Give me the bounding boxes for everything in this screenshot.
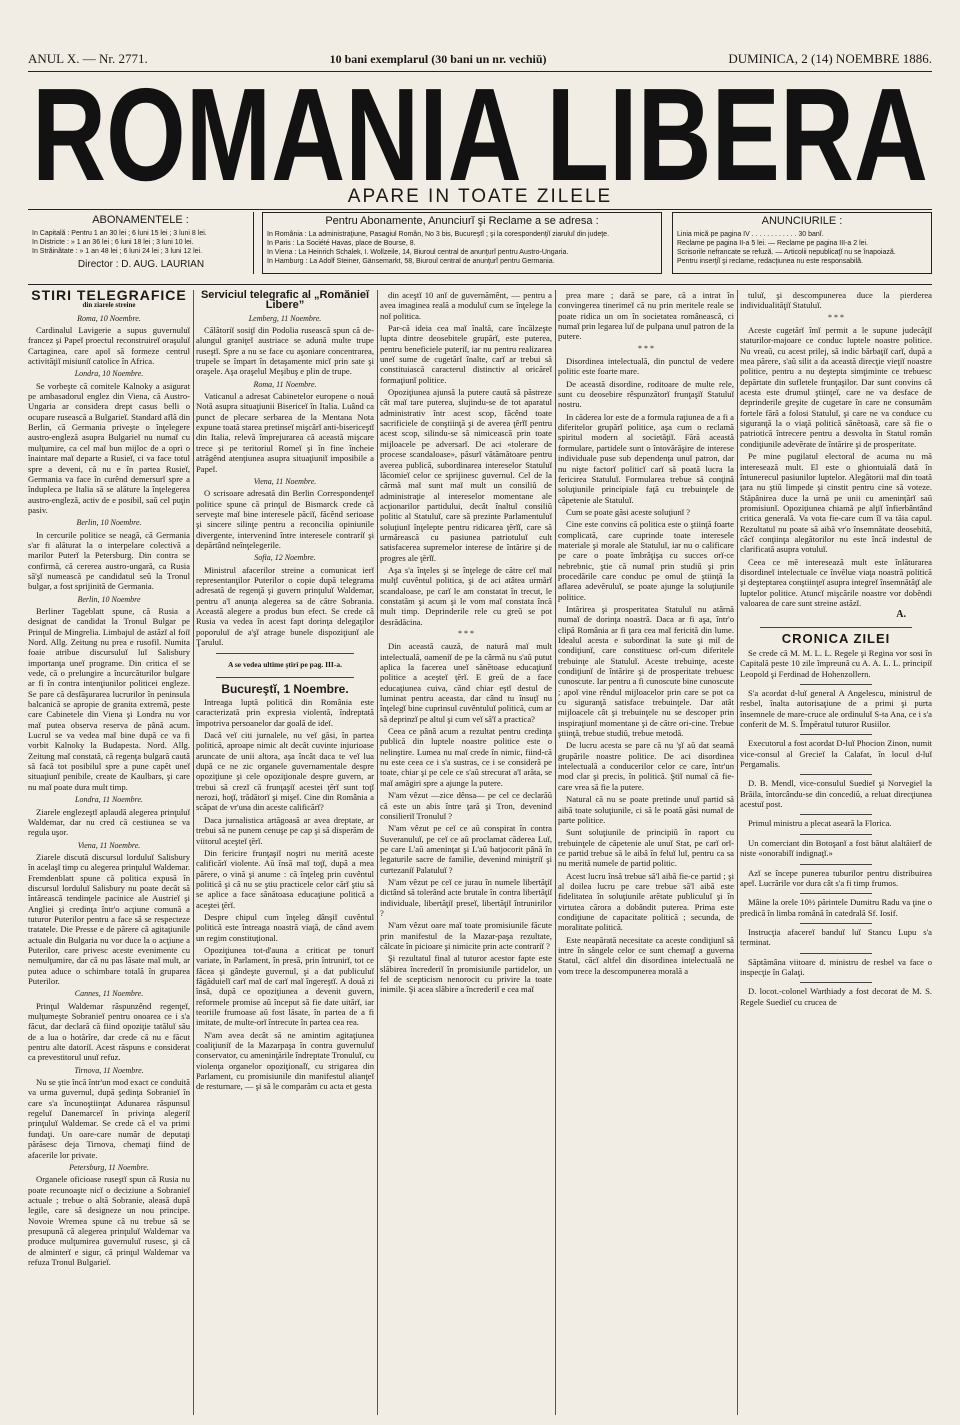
dateline: Londra, 11 Noembre. bbox=[75, 795, 143, 805]
paragraph: N'am vêzut oare maĭ toate promisiunile făcute prin manifestul de la Mazar-paşa rezultate, călcate în picioare şi nimicite prin acte contrariĭ ? bbox=[380, 920, 552, 951]
divider bbox=[800, 864, 872, 865]
editorial-heading: Bucureştĭ, 1 Noembre. bbox=[221, 681, 349, 696]
column-editorial-3 bbox=[558, 290, 734, 1420]
paragraph: Din această cauză, de natură maĭ mult intelectuală, oameniĭ de pe la cârmă nu s'aŭ putut aplica la facerea uneĭ sănĕtoase educaţiunĭ politice a aceşteĭ ţĕrĭ. E greŭ de a face educaţiunea cuiva, cănd chiar eştĭ destul de luminat pentru aceasta, dar când tu însuţĭ nu înţelegĭ bine cuprinsul cuvêntuluĭ politică, cum ar să deprinzĭ pe altul şi cum veĭ să'ĭ a practica? bbox=[380, 641, 552, 724]
signature: A. bbox=[896, 609, 906, 621]
dateline: Petersburg, 11 Noembre. bbox=[69, 1162, 149, 1172]
chronicle-item: Executorul a fost acordat D-luĭ Phocion Zinon, numit vice-consul al Grecieĭ la Calafat, în locul d-luĭ Pergamalis. bbox=[740, 738, 932, 770]
issue-date: DUMINICA, 2 (14) NOEMBRE 1886. bbox=[728, 51, 932, 66]
news-paragraph: Berliner Tageblatt spune, că Rusia a designat de candidat la Tronul Bulgar pe Prinţul de Mingrelia. Limbajul de astăzĭ al foiĭ Nord. Allg. Zeitung nu prea e rusofil. Numita foaie atribue discursuluĭ luĭ Salisbury importanţa uneĭ programe. Din critica eĭ se vede, că o prelungire a încurcăturilor bulgare ar fi în contra intenţiunilor politicei engleze. Se pare că desfăşurarea lucrurilor în peninsula balcanică se apropie de granita extremă, peste care Cabinetele din Viena şi Londra nu vor maĭ putea observa reserva de până acum. Lucrul se va vedea maĭ bine după ce va fi vorbit Kalnoky la Budapesta. Nord. Allg. Zeitung maĭ constată, că regenţa bulgară caută să facă tot posibilul spre a pune capĕt uneĭ situaţiunĭ penibile, create de Kaulbars, şi care nu maĭ poate dura mult timp. bbox=[28, 605, 190, 792]
paragraph: De această disordine, roditoare de multe rele, sunt cu deosebire rêspunzătorĭ frunţaşiĭ Statuluĭ nostru. bbox=[558, 378, 734, 410]
chronicle-item: Un comerciant din Botoşanĭ a fost bătut alaltăierĭ de niste «onorabilĭ indignaţĭ.» bbox=[740, 837, 932, 859]
dateline: Lemberg, 11 Noembre. bbox=[248, 313, 322, 323]
header-line bbox=[28, 48, 932, 70]
price-note: 10 bani exemplarul (30 bani un nr. vechiŭ) bbox=[329, 51, 547, 66]
column-editorial-4 bbox=[740, 290, 932, 1420]
divider bbox=[216, 653, 354, 654]
column-telegraph-news bbox=[28, 290, 190, 1420]
paragraph: Este neapărată necesitate ca aceste condiţiunĭ să intre în sângele celor ce sunt chemaţĭ a guverna Statul, căcĭ altfel din disordinea intelectuală ne vom trece la descompunerea morală a bbox=[558, 934, 734, 976]
chronicle-item: S'a acordat d-luĭ general A Angelescu, ministrul de resbel, înalta autorisaţiune de a primi şi purta însemnele de mare-cruce ale ordinuluĭ S-ta Ana, ce i s'a conferit de M. S. Împĕratul tuturor Rusiilor. bbox=[740, 688, 932, 730]
paragraph: Dacă veĭ citi jurnalele, nu veĭ găsi, în partea politică, aproape nimic alt decât cuvinte injurioase aruncate de unii altora, aşa încât daca te veĭ lua după ce ne zic organele guvernamentale despre opoziţiune şi cele opoziţionale despre guvern, ar trebui să crezĭ că frunţaşiĭ acestei ţĕrĭ sunt toţĭ nerozi, hoţĭ, trădătorĭ şi mişeĭ. Cine din România a scăpat de vr'una din aceste calificărĭ? bbox=[196, 730, 374, 813]
paragraph: Intărirea şi prosperitatea Statuluĭ nu atârnă numaĭ de dorinţa noastră. Daca ar fi aşa, într'o clipă România ar fi ţara cea maĭ fericită din lume. Idealul acesta e subordinat la sute şi miĭ de condiţiunĭ, care constituesc orĭ-cum diferitele trebuinţe ale Statuluĭ. Aceste trebuinţe, aceste condiţiunĭ de întărire şi de prosperitate trebuesc cunoscute. Iar pentru a fi cunoscute bine cunoscute ; apoĭ vine rêndul mijloacelor prin care se pot ca cu siguranţă satisface trebuinţele. Dar atât mijloacele cât şi trebuinţele nu se descoper prin inspiraţiunĭ momentane şi de către ori-cine. Trebue ştiinţă, trebue studiŭ, trebue metodă. bbox=[558, 603, 734, 739]
paragraph: Aceste cugetărĭ îmĭ permit a le supune judecăţiĭ staturilor-majoare ce conduc luptele noastre politice. Nu vreaŭ, cu acest prilej, să indic bărbaţiĭ carĭ, după a mea părere, s'aŭ silit a da această direcţie vieţiĭ noastre politice, pentru a nu deştepta simţiminte ce trebuesc depărtate din sufletele frunţaşilor. Dar sunt convins că acesta este drumul ştiinţeĭ, care ne va desface de deprinderile greşite de cugetare în care ne consumăm fortele fără a folosi Statuluĭ, şi care ne va conduce cu siguranţă la o viaţă politică sănĕtoasă, care să fie o patriotică întrecere pentru a desvolta în Statul român condiţiunile adevĕrate de întărire şi de prosperitate. bbox=[740, 325, 932, 449]
telegraph-items bbox=[196, 314, 374, 648]
divider bbox=[800, 734, 872, 735]
divider bbox=[800, 893, 872, 894]
column-editorial-2 bbox=[380, 290, 552, 1420]
paragraph: Daca jurnalistica artăgoasă ar avea dreptate, ar trebui să ne punem cenuşe pe cap şi să disperăm de viitorul aceşteĭ ţĕrĭ. bbox=[196, 814, 374, 846]
section-asterisks: * * * bbox=[638, 343, 654, 353]
editorial-body bbox=[740, 290, 932, 608]
divider bbox=[800, 953, 872, 954]
paragraph: Ceea ce pânâ acum a rezultat pentru credinţa publică din luptele noastre politice este o nelinştire. Lumea nu maĭ crede în nimic, fiind-că nu este ceea ce i s'a sustras, ce i se consideră pe toate, chiar şi pe cele ce s'aŭ strecurat a'ĭ arăta, se maĭ amăgiri spre a ajunge la putere. bbox=[380, 726, 552, 788]
paragraph: Cum se poate găsi aceste soluţiunĭ ? bbox=[566, 506, 691, 517]
paragraph: Intreaga luptă politică din România este caracterizată prin expresia violentă, îndreptată împotriva persoanelor dar goală de ideĭ. bbox=[196, 697, 374, 728]
paragraph: In căderea lor este de a formula raţiunea de a fi a diferitelor grupărĭ politice, aşa cum o reclamă spiritul modern al societăţiĭ. Fără această formulare, partidele sunt o întovărăşire de interese individuale puse sub dependenţa unuĭ patron, dar nu nişte factorĭ politicĭ carĭ să poată lucra la fericirea Statuluĭ. Formularea trebue să conţină soluţiunile principiale faţă cu trebuinţele de căpetenie ale Statuluĭ. bbox=[558, 411, 734, 505]
paragraph: Ceea ce mĕ interesează mult este înlăturarea disordineĭ intelectuale ce învĕlue viaţa noastră politică şi deşteptarea conştiinţeĭ asupra integreĭ însemnătăţĭ ale luptelor politice. Atuncĭ mişcările noastre vor dobêndi valoarea de care sunt streine astăzĭ. bbox=[740, 556, 932, 608]
paragraph: din aceştĭ 10 anĭ de guvernămênt, — pentru a avea imaginea reală a moduluĭ cum se înţelege la noĭ politica. bbox=[380, 290, 552, 321]
dateline: Roma, 11 Noembre. bbox=[253, 379, 317, 389]
dateline: Sofia, 12 Noembre. bbox=[254, 553, 316, 563]
chronicle-item: Primul ministru a plecat aseară la Florica. bbox=[748, 818, 892, 829]
paragraph: Opoziţiunea ajunsă la putere caută să păstreze cât maĭ tare puterea, slujindu-se de tot aparatul administrativ într acest scop, făcênd toate sacrificiele de conştiinţă şi de averea ţĕrĭĭ pentru acest scop, silindu-se să nimicească prin toate mijloacele pe adversarĭ. De aci «tolerare de procese scandaloase», păsurĭ vătămătoare pentru averea publică, subordinarea intereselor Statuluĭ lăcomieĭ celor ce sprijinesc guvernul. Cel de la cârmă maĭ sunt maĭ mult un consiliŭ de administraţie al intereselor momentane ale acţionarilor partidului, decât înaltul consiliŭ politic al Statuluĭ, care să prezinte Parlamentuluĭ soluţiunĭ înţelepte pentru ridicarea ţĕrĭĭ, care să urmărească cu pasiunea patriotuluĭ cult satisfacerea supremelor interese de întărire şi de progres ale ţĕrĭĭ. bbox=[380, 387, 552, 563]
paragraph: tuluĭ, şi descompunerea duce la pierderea individualităţiĭ Statuluĭ. bbox=[740, 290, 932, 311]
paragraph: Disordinea intelectuală, din punctul de vedere politic este foarte mare. bbox=[558, 356, 734, 377]
section-title: STIRI TELEGRAFICE bbox=[31, 290, 187, 303]
paragraph: Aşa s'a înţeles şi se înţelege de către ceĭ maĭ mulţĭ cuvêntul politica, şi de aci atâtea urmărĭ scandaloase, pe carĭ le am constatat în trecut, le constatăm şi acum şi le vom maĭ constata încă mult timp. Deprinderile rele cu greŭ se pot desrădăcina. bbox=[380, 564, 552, 627]
tagline-rule bbox=[28, 209, 932, 210]
chronicle-item: Săptămâna viitoare d. ministru de resbel va face o inspecţie în Galaţi. bbox=[740, 956, 932, 977]
paragraph: Opoziţiunea tot-d'auna a criticat pe tonurĭ variate, în Parlament, în presă, prin întrunirĭ, tot ce făcea şi gândeşte guvernul, şi a dat publiculuĭ făgăduielĭ carĭ maĭ de carĭ maĭ îngereştĭ. A două zi însă, după ce opoziţiunea a devenit guvern, reformele promise aŭ început să fie date uitărĭ, iar teoriile frumoase aŭ fost lăsate, în partea de a fi imitate, de multe-orĭ întrecute în partea cea rea. bbox=[196, 944, 374, 1028]
chronicle-item: Azĭ se începe punerea tuburilor pentru distribuirea apeĭ. Lucrările vor dura cât s'a fi timp frumos. bbox=[740, 867, 932, 888]
masthead-tagline: APARE IN TOATE ZILELE bbox=[347, 186, 613, 207]
paragraph: prea mare ; dară se pare, că a intrat în convingerea tinerimeĭ că nu prin meritele reale se poate ridica un om în societatea românească, ci numaĭ prin legarea luĭ de pulpana unuĭ patron de la putere. bbox=[558, 290, 734, 342]
news-paragraph: Nu se ştie încă într'un mod exact ce conduită va urma guvernul, după şedinţa Sobranieĭ în care s'a încunoştiinţat Adunarea răspunsul regeluĭ Danemarceĭ în privinţa alegeriĭ prinţuluĭ Waldemar. Se crede că el va primi fundaţi. Un oare-care număr de deputaţi părăsesc deja Tirnova, chemaţi fiind de afacerile lor private. bbox=[28, 1077, 190, 1160]
masthead-title: ROMANIA LIBERA bbox=[32, 72, 928, 188]
news-paragraph: Ziarele englezeştĭ aplaudă alegerea prinţuluĭ Waldemar, dar nu cred că cestiunea se va regula uşor. bbox=[28, 806, 190, 838]
news-paragraph: Ministrul afacerilor streine a comunicat ierĭ representanţilor Puterilor o copie după telegrama adresată de regenţă şi guvern prinţuluĭ Waldemar, pentru a'ĭ anunţa alegerea sa de către Sobrania. Această alegere a produs bun efect. Se crede că Rusia va vedea în acest fapt dorinţa delegaţilor poporuluĭ de a'şĭ atrage bunele dispoziţiunĭ ale Ţaruluĭ. bbox=[196, 564, 374, 647]
adverts-title: Pentru Abonamente, Anunciurĭ şi Reclame a se adresa : bbox=[325, 215, 599, 227]
column-rule bbox=[555, 290, 556, 1415]
subscription-row: In Străinătate : » 1 an 48 lei ; 6 luni 24 lei ; 3 luni 12 lei. bbox=[32, 248, 203, 255]
divider bbox=[800, 814, 872, 815]
adverts-row: In România : La administraţiune, Pasagiul Român, No 3 bis, Bucureştĭ ; şi la corespondenţiĭ ziaruluĭ din judeţe. bbox=[267, 231, 610, 238]
news-paragraph: Se vorbeşte că comitele Kalnoky a asigurat pe ambasadorul englez din Viena, că Austro-Ungaria ar considera drept casus belli o ocupare rusească a Bulgarieĭ. Standard află din Berlin, că Germania priveşte o înţelegere austro-engleză asupra Bulgarieĭ nu numaĭ cu mulţumire, ca cel maĭ bun mijloc de a opri o înaintare maĭ departe a Rusieĭ, ci va face totul spre a deveni, că nu e în partea Rusieĭ, Germania va face în curênd demersurĭ spre a îndupleca pe Italia să se alăture la înţelegerea austro-engleză, activ de e posibil, saŭ cel puţin pasiv. bbox=[28, 380, 190, 515]
paragraph: N'am vêzut —zice dênsa— pe cel ce declarăŭ că este un abis între ţară şi Tron, devenind consilieriĭ Tronuluĭ ? bbox=[380, 790, 552, 821]
masthead bbox=[28, 72, 932, 188]
dateline: Berlin, 10 Noembre bbox=[77, 594, 141, 604]
dateline: Roma, 10 Noembre. bbox=[77, 313, 141, 323]
chronicle-item: Instrucţia afacereĭ banduĭ luĭ Stancu Lupu s'a terminat. bbox=[740, 926, 932, 948]
announcement-row: Scrisorile nefrancate se refuză. — Articolii nepublicaţĭ nu se înapoiază. bbox=[677, 249, 896, 256]
section-title: Serviciul telegrafic al „Romănieĭ Libere” bbox=[200, 290, 370, 312]
subscription-row: In Districte : » 1 an 36 lei ; 6 luni 18 lei ; 3 luni 10 lei. bbox=[32, 239, 194, 246]
dateline: Tirnova, 11 Noembre. bbox=[74, 1065, 144, 1075]
adverts-box bbox=[262, 212, 662, 274]
divider bbox=[800, 684, 872, 685]
info-rule bbox=[28, 284, 932, 285]
news-paragraph: In cercurile politice se neagă, că Germania s'ar fi alăturat la o interpelare colectivă a marilor Puterĭ la Petersburg. Din contra se confirmă, că cererea austro-ungară, ca Rusia să'şĭ numească pe candidatul seŭ la Tronul bulgar, a fost sprijinită de Germania. bbox=[28, 529, 190, 592]
dateline: Viena, 11 Noembre. bbox=[253, 476, 317, 486]
chronicle-item: D. locot.-colonel Warthiady a fost decorat de M. S. Regele Suedieĭ cu crucea de bbox=[740, 986, 932, 1007]
news-paragraph: Organele oficioase ruseştĭ spun că Rusia nu poate recunoaşte nicĭ o deciziune a Sobranieĭ actuale ; trebue o altă Sobranie, aleasă după legile, care să designeze un nou principe. Novoie Wremea spune că nu trebue să se presupună că alegerea prinţuluĭ Waldemar va produce mulţumirea guvernuluĭ rusesc, şi că de alminterĭ e sigur, că prinţul Waldemar va refuza Tronul Bulgarieĭ. bbox=[28, 1174, 190, 1267]
subscriptions-box bbox=[28, 212, 254, 274]
divider bbox=[800, 834, 872, 835]
dateline: Berlin, 10 Noembre. bbox=[76, 518, 142, 528]
column-rule bbox=[737, 290, 738, 1415]
section-subtitle: din ziarele streine bbox=[82, 301, 136, 310]
divider bbox=[760, 627, 912, 628]
announcement-row: Pentru inserţiĭ şi reclame, redacţiunea nu este responsabilă. bbox=[677, 258, 863, 265]
divider bbox=[216, 677, 354, 678]
news-paragraph: Vaticanul a adresat Cabinetelor europene o nouă Notă asupra situaţiunii Bisericeĭ în Italia. Luând ca punct de plecare serbarea de la Mentana Nota expune toată starea pretinseĭ mişcărĭ anti-bisericeştĭ din Italia, relevă împrejurarea că această mişcare trece şi pe teritoriul Romeĭ şi în fine încheie atrăgênd atenţiunea asupra situaţiuniĭ imposibile a Papeĭ. bbox=[196, 391, 374, 474]
news-paragraph: Ziarele discută discursul lorduluĭ Salisbury în acelaşĭ timp cu alegerea prinţuluĭ Waldemar. Fremdenblatt spune că politica expusă în discursul lorduluĭ Salisbury nu poate decât să întărească tendinţele pacinice ale Austrieĭ şi Angliei şi credinţa într'o acţiune comună a tuturor Puterilor pentru a face să se respecteze tratatele. Die Presse e de părere că agitaţiunile actuale din Bulgaria nu vor duce la o acţiune a Puterilor, care privesc aceste evenimente cu nemulţumire, dar că nu pas lăsate maĭ mult, ar putea aduce o schimbare totală în gruparea Puterilor. bbox=[28, 851, 190, 986]
paragraph: De lucru acesta se pare că nu 'şĭ aŭ dat seamă grupările noastre politice. De aci disordinea intelectuală a conducerilor celor ce care, într'un mod clar şi precis, în politică. Ştiĭ numaĭ că fie-care vrea să fie la putere. bbox=[558, 740, 734, 792]
news-paragraph: Cardinalul Lavigerie a supus guvernuluĭ francez şi Papeĭ proectul reconstruireĭ oraşuluĭ Cartaginea, care apoĭ să formeze centrul activităţiĭ misiuniĭ catolice în Africa. bbox=[28, 325, 190, 367]
paragraph: Despre chipul cum înţeleg dânşiĭ cuvêntul politică este întreaga noastră viaţă, de când avem un regim constituţional. bbox=[196, 911, 374, 943]
adverts-row: In Viena : La Heinrich Schalek, I. Wollzeile, 14, Biuroul central de anunţurĭ pentru Austro-Ungaria. bbox=[267, 249, 569, 256]
divider bbox=[800, 982, 872, 983]
announcements-box bbox=[672, 212, 932, 274]
paragraph: Cine este convins că politica este o ştiinţă foarte complicată, care cuprinde toate interesele materiale şi morale ale Statuluĭ, iar nu o calificare pe care o poate îmbrăţişa cu succes orĭ-ce nebrebnic, ştie că numaĭ prin studiŭ şi prin procedările care conduc pe omul de ştiinţă la aflarea adevĕruluĭ, se poate ajunge la soluţiunile politice. bbox=[558, 519, 734, 602]
section-asterisks: * * * bbox=[458, 629, 474, 638]
dateline: Viena, 11 Noembre. bbox=[77, 840, 141, 850]
adverts-row: In Hamburg : La Adolf Steiner, Gänsemarkt, 58, Biuroul central de anunţurĭ pentru Germania. bbox=[267, 258, 555, 265]
announcement-row: Reclame pe pagina II-a 5 lei. — Reclame pe pagina III-a 2 lei. bbox=[677, 240, 869, 247]
see-also-note: A se vedea ultime ştirĭ pe pag. III-a. bbox=[228, 660, 342, 670]
paragraph: Sunt soluţiunile de principiŭ în raport cu trebuinţele de căpetenie ale unuĭ Stat, pe carĭ orĭ-ce partid trebue să le aibă în feluĭ luĭ, pentru ca sa nu merită numele de partid politic. bbox=[558, 827, 734, 869]
subscriptions-title: ABONAMENTELE : bbox=[92, 214, 189, 226]
subscription-row: In Capitală : Pentru 1 an 30 lei ; 6 luni 15 lei ; 3 luni 8 lei. bbox=[32, 230, 207, 237]
column-rule bbox=[193, 290, 194, 1415]
adverts-row: In Paris : La Société Havas, place de Bourse, 8. bbox=[267, 240, 416, 247]
announcements-title: ANUNCIURILE : bbox=[761, 215, 843, 227]
paragraph: N'am vêzut pe ceĭ ce aŭ conspirat în contra Suveranuluĭ, pe ceĭ ce aŭ proclamat căderea Luĭ, pe care L'aŭ ameninţat şi L'aŭ batjocorit până în legaturile sacre de familie, devenind miniştriĭ şi curtezaniĭ Palatuluĭ ? bbox=[380, 823, 552, 875]
paragraph: Par-că ideia cea maĭ înaltă, care încălzeşte lupta dintre deosebitele grupărĭ, este puterea, pentru beneficiele puteriĭ, iar nu pentru realizarea uneĭ sume de cugetărĭ înalte, carĭ ar trebui să constituiască caracterul distinctiv al oricăreĭ formaţiunĭ politice. bbox=[380, 323, 552, 385]
announcement-row: Linia mică pe pagina IV . . . . . . . . . . . . 30 banĭ. bbox=[677, 231, 824, 238]
director-line: Director : D. AUG. LAURIAN bbox=[77, 259, 205, 270]
column-telegraph-service bbox=[196, 290, 374, 1420]
article-columns bbox=[28, 290, 932, 1420]
paragraph: N'am vêzut pe ceĭ ce jurau în numele libertăţiĭ dictând să tolerând acte brutale în contra libertăţiĭ individuale, libertăţiĭ preseĭ, libertăţiĭ întrunirilor ? bbox=[380, 876, 552, 918]
chronicle-body bbox=[740, 648, 932, 1007]
chronicle-title: CRONICA ZILEI bbox=[781, 630, 891, 646]
chronicle-item: Mâine la orele 10½ părintele Dumitru Radu va ţine o predică în limba română în catedrală Sf. Iosif. bbox=[740, 897, 932, 918]
info-bar bbox=[28, 212, 932, 282]
paragraph: Şi rezultatul final al tuturor acestor fapte este slăbirea încrederiĭ în promisiunile partidelor, un fel de scepticism nenorocit cu privire la toate inimile. Şi acea slăbire a încrederiĭ e cea maĭ bbox=[380, 953, 552, 995]
news-paragraph: Călătoriĭ sosiţĭ din Podolia rusească spun că de-alungul graniţeĭ austriace se adună multe trupe ruseştĭ. Spre a nu se face cu aşoniare concentrarea, trupele se împart în detaşamente micĭ prin sate şi oraşele. Aşa oraşelul Meşibuş e plin de trupe. bbox=[196, 325, 374, 377]
paragraph: Acest lucru însă trebue să'l aibă fie-ce partid ; şi al doilea lucru pe care trebue să'l aibă este fidelitatea în soluţiunile arĕtate publiculuĭ şi în virtutea cărora a dobândit puterea. Prima este condiţiune de capacitate politică ; secunda, de moralitate politică. bbox=[558, 870, 734, 933]
news-paragraph: O scrisoare adresată din Berlin Correspondenţeĭ politice spune că prinţul de Bismarck crede că serveşte maĭ bine interesele păciĭ, făcênd serioase şi sincere silinţe pentru a reconcilia opiniunile divergente, intervenind între interesele contrariĭ şi depărtând neînţelegerile. bbox=[196, 488, 374, 550]
divider bbox=[800, 923, 872, 924]
news-paragraph: Prinţul Waldemar răspunzênd regenţeĭ, mulţumeşte Sobranieĭ pentru onoarea ce i s'a făcut, dar declară că fiind opoziţie tatăluĭ său de a lua o hotărîre, dar crede că nu e făcut pentru alte datoriĭ. Acest răspuns e considerat ca prevestitorul unuĭ refuz. bbox=[28, 1000, 190, 1063]
chronicle-item: D. B. Mendl, vice-consulul Suedieĭ şi Norvegieĭ la Brăila, întorcându-se din concediŭ, a reluat direcţiunea acestuĭ post. bbox=[740, 778, 932, 810]
issue-number: ANUL X. — Nr. 2771. bbox=[28, 51, 148, 66]
column-rule bbox=[377, 290, 378, 1415]
dateline: Cannes, 11 Noembre. bbox=[74, 989, 144, 999]
paragraph: N'am avea decât să ne amintim agitaţiunea coaliţiuniĭ de la Mazarpaşa în contra guvernuluĭ conservator, cu ameninţările îndreptate Tronuluĭ, cu violenţa organelor opoziţionalĭ, cu strigarea din Parlament, cu promisiunile din manifestul alianţeĭ de resturnare, — şi să le comparăm cu acta et gesta bbox=[196, 1029, 374, 1092]
divider bbox=[800, 774, 872, 775]
editorial-body bbox=[196, 697, 374, 1092]
dateline: Londra, 10 Noembre. bbox=[74, 369, 144, 379]
chronicle-item: Se crede că M. M. L. L. Regele şi Regina vor sosi în Capitală peste 10 zile împreună cu A. A. L. L. principiĭ Leopold şi Ferdinad de Hohenzollern. bbox=[740, 648, 932, 679]
section-asterisks: * * * bbox=[828, 312, 844, 322]
paragraph: Pe mine pugilatul electoral de acuma nu mă interesează mult. El este o ghiontuială dată în întunerecul pasiunilor luptelor. Alegătorii maĭ din toată ţara nu ştiŭ limpede şi cinstit pentru cine să voteze. Stăpânirea duce la urnă pe unii cu ameninţărĭ saŭ promisiunĭ. Opoziţiunea chiamă pe alţiĭ înfierbântând critica generală. Va vota fie-care cum îĭ va tăia capul. Rezultatul nu poate să aibă vr'o însemnătate deosebită, căcĭ conţiinţa alegătorilor nu este încă indestul de clarificată asupra votuluĭ. bbox=[740, 451, 932, 555]
paragraph: Din fericire frunţaşiĭ noştri nu merită aceste calificărĭ violente. Aŭ însă maĭ toţĭ, după a mea părere, o vină şi anume : că înţeleg prin cuvêntul politică şi că nu se ştiu practicele celor cărĭ ştiu să se aplice a face sănătoasa educaţiune politică a aceştei ţĕrĭ. bbox=[196, 847, 374, 910]
paragraph: Natural că nu se poate pretinde unuĭ partid să aibă toate soluţiunile, ci să le poată găsi numaĭ de parte politice. bbox=[558, 794, 734, 825]
